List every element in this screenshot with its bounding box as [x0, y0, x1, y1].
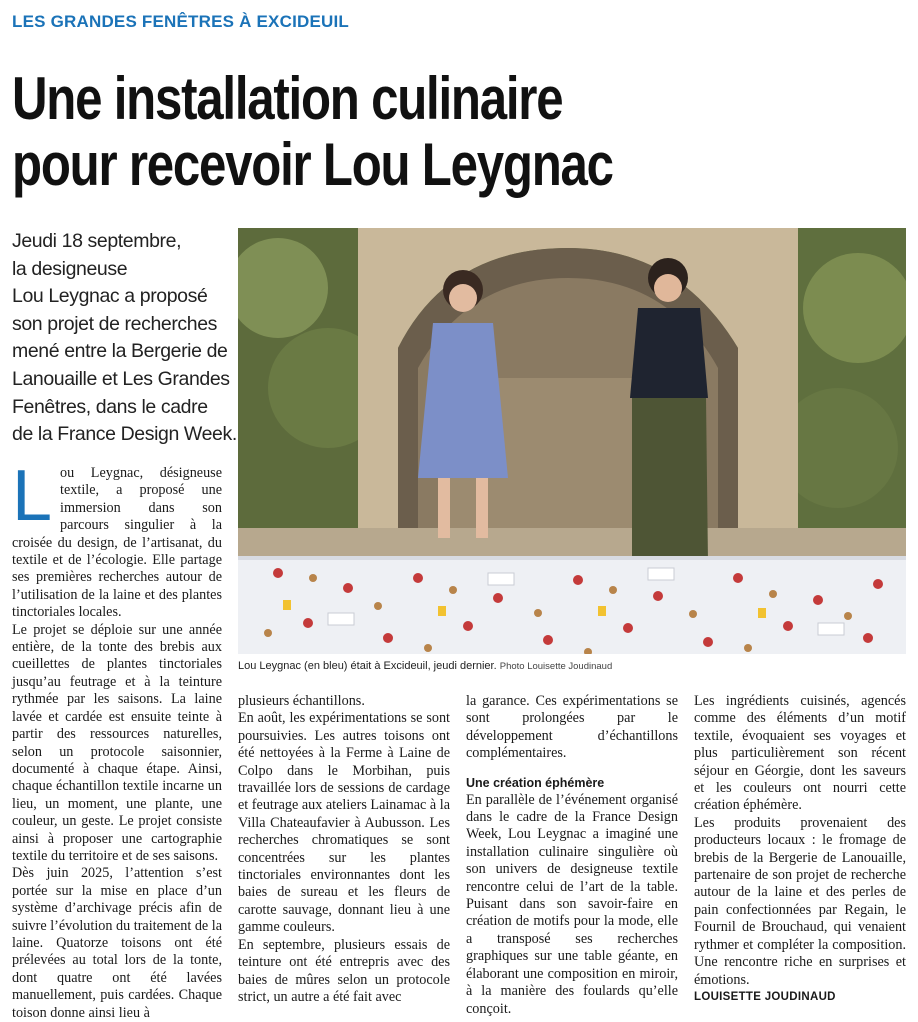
paragraph: Les produits provenaient des producteurs locaux : le fromage de brebis de la Bergerie de Lanouaille, partenaire de son projet de recherche autour de la laine et des perles de pain confectionnées par Regain, le Fournil de Brouchaud, qui venaient rythmer et compléter la composition. Une rencontre riche en surprises et émotions.	[694, 814, 906, 988]
paragraph: En septembre, plusieurs essais de teinture ont été entrepris avec des baies de mûres selon un protocole strict, un autre a été fait avec	[238, 936, 450, 1005]
subheading: Une création éphémère	[466, 775, 605, 790]
article-column-3	[466, 693, 678, 1018]
author-signature: LOUISETTE JOUDINAUD	[694, 990, 836, 1003]
headline-line-1: Une installation culinaire	[12, 65, 563, 132]
article-column-4	[694, 693, 906, 1006]
chapeau-line: mené entre la Bergerie de	[12, 340, 228, 363]
paragraph: Le projet se déploie sur une année entière, de la tonte des brebis aux cueillettes de plantes tinctoriales jusqu’au feutrage et à la teinture rythmée par les saisons. La laine lavée et cardée est ensuite teinte à partir des ressources naturelles, selon un protocole saisonnier, documenté à chaque étape. Ainsi, chaque échantillon textile incarne un lieu, un moment, une plante, une couleur, un geste. Le projet consiste ainsi à proposer une cartographie textile du territoire et de ses saisons.	[12, 621, 222, 864]
chapeau-line: Lou Leygnac a proposé	[12, 285, 208, 308]
chapeau-line: son projet de recherches	[12, 312, 218, 335]
paragraph: Dès juin 2025, l’attention s’est portée sur la mise en place d’un système d’archivage précis afin de suivre l’évolution du traitement de la laine. Quatorze toisons ont été prélevées au total lors de la tonte, dont quatre ont été lavées manuellement, puis cardées. Chaque toison donne ainsi lieu à	[12, 865, 222, 1021]
chapeau-line: Jeudi 18 septembre,	[12, 230, 182, 252]
article-column-2	[238, 693, 450, 1006]
paragraph: Les ingrédients cuisinés, agencés comme des éléments d’un motif textile, évoquaient ses voyages et plus particulièrement son récent séjour en Géorgie, dont les saveurs et les couleurs ont nourri cette création éphémère.	[694, 693, 906, 814]
paragraph: plusieurs échantillons.	[238, 693, 365, 709]
headline	[12, 66, 742, 198]
caption-text: Lou Leygnac (en bleu) était à Excideuil, jeudi dernier.	[238, 660, 497, 672]
headline-line-2: pour recevoir Lou Leygnac	[12, 131, 613, 198]
article-photo	[238, 228, 906, 654]
drop-cap: L	[12, 456, 53, 536]
chapeau-line: la designeuse	[12, 257, 128, 280]
chapeau	[12, 228, 237, 449]
paragraph: En août, les expérimentations se sont poursuivies. Les autres toisons ont été nettoyées à la Ferme à Laine de Colpo dans le Morbihan, puis travaillée lors de sessions de cardage et feutrage aux ateliers Lainamac à la Villa Chateaufavier à Aubusson. Les recherches chromatiques se sont concentrées sur les plantes tinctoriales environnantes dont les baies de sureau et les fleurs de carotte sauvage, donnant lieu à une gamme couleurs.	[238, 710, 450, 936]
section-kicker: LES GRANDES FENÊTRES À EXCIDEUIL	[12, 12, 349, 31]
photo-credit: Photo Louisette Joudinaud	[499, 661, 613, 672]
chapeau-line: Fenêtres, dans le cadre	[12, 395, 208, 418]
paragraph-text: ou Leygnac, désigneuse textile, a proposé une immersion dans son parcours singulier à la croisée du design, de l’artisanat, du textile et de l’écologie. Elle partage ses premières recherches autour de l’utilisation de la laine et des plantes tinctoriales locales.	[12, 465, 222, 621]
article-column-1	[12, 456, 222, 1022]
paragraph: la garance. Ces expérimentations se sont prolongées par le développement d’échantillons complémentaires.	[466, 693, 678, 762]
chapeau-line: Lanouaille et Les Grandes	[12, 367, 230, 390]
paragraph: En parallèle de l’événement organisé dans le cadre de la France Design Week, Lou Leygnac a imaginé une installation culinaire singulière où son univers de designeuse textile rencontre celui de l’art de la table. Puisant dans son savoir-faire en création de motifs pour la mode, elle a transposé ses recherches graphiques sur une table géante, en élaborant une composition en miroir, à la manière des foulards qu’elle conçoit.	[466, 791, 678, 1017]
chapeau-line: de la France Design Week.	[12, 423, 237, 446]
paragraph	[12, 456, 222, 622]
photo-caption	[238, 660, 906, 672]
